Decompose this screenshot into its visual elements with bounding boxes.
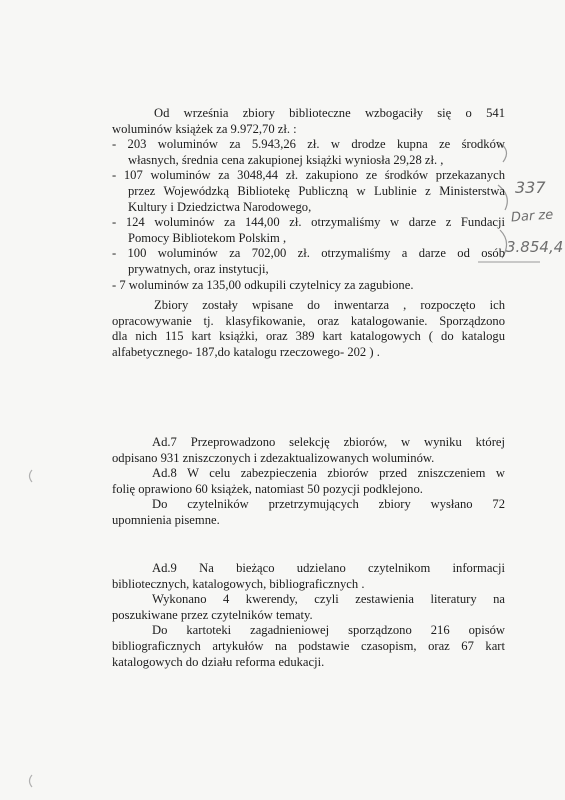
text-line: Ad.9 Na bieżąco udzielano czytelnikom informacji	[152, 561, 505, 575]
text-line: folię oprawiono 60 książek, natomiast 50 pozycji podklejono.	[112, 481, 423, 496]
section-ad7	[112, 435, 505, 466]
text-line: - 203 woluminów za 5.943,26 zł. w drodze kupna ze środków	[112, 137, 505, 152]
text-line: upomnienia pisemne.	[112, 512, 220, 527]
handwritten-number: 337	[515, 178, 546, 197]
section-ad8-body	[112, 466, 505, 528]
text-line: prywatnych, oraz instytucji,	[128, 261, 269, 276]
text-line: Od września zbiory biblioteczne wzbogaciły się o 541	[154, 106, 505, 120]
text-line: - 107 woluminów za 3048,44 zł. zakupiono ze środków przekazanych	[112, 168, 505, 183]
text-line: Ad.8 W celu zabezpieczenia zbiorów przed zniszczeniem w	[152, 466, 505, 480]
text-line: woluminów książek za 9.972,70 zł. :	[112, 121, 297, 136]
text-line: Do czytelników przetrzymujących zbiory wysłano 72	[152, 497, 505, 512]
text-line: dla nich 115 kart książki, oraz 389 kart katalogowych ( do katalogu	[112, 329, 505, 344]
handwritten-number: 3.854,4	[506, 238, 564, 256]
text-line: Ad.7 Przeprowadzono selekcję zbiorów, w wyniku której	[152, 435, 505, 449]
text-line: poszukiwane przez czytelników tematy.	[112, 607, 313, 622]
text-line: własnych, średnia cena zakupionej książki wyniosła 29,28 zł. ,	[128, 152, 444, 167]
text-line: alfabetycznego- 187,do katalogu rzeczowego- 202 ) .	[112, 344, 380, 359]
text-line: Pomocy Bibliotekom Polskim ,	[128, 230, 287, 245]
scan-artifact	[30, 775, 33, 787]
scan-artifact	[30, 470, 33, 482]
text-line: bibliotecznych, katalogowych, bibliograficznych .	[112, 576, 365, 591]
text-line: - 124 woluminów za 144,00 zł. otrzymaliśmy w darze z Fundacji	[112, 215, 505, 230]
cataloguing-paragraph	[112, 298, 505, 360]
text-line: - 7 woluminów za 135,00 odkupili czytelnicy za zagubione.	[112, 277, 414, 292]
text-line: katalogowych do działu reforma edukacji.	[112, 654, 325, 669]
text-line: Wykonano 4 kwerendy, czyli zestawienia literatury na	[152, 592, 505, 607]
handwritten-note: Dar ze	[510, 207, 554, 226]
text-line: Do kartoteki zagadnieniowej sporządzono 216 opisów	[152, 623, 505, 638]
text-line: opracowywanie tj. klasyfikowanie, oraz katalogowanie. Sporządzono	[112, 313, 505, 328]
acquisitions-paragraph	[112, 106, 505, 293]
text-line: odpisano 931 zniszczonych i zdezaktualizowanych woluminów.	[112, 450, 435, 465]
section-ad9	[112, 561, 505, 670]
text-line: przez Wojewódzką Bibliotekę Publiczną w Lublinie z Ministerstwa	[128, 183, 505, 198]
text-line: - 100 woluminów za 702,00 zł. otrzymaliśmy a darze od osób	[112, 246, 505, 261]
text-line: Kultury i Dziedzictwa Narodowego,	[128, 199, 312, 214]
text-line: bibliograficznych artykułów na podstawie czasopism, oraz 67 kart	[112, 638, 505, 653]
text-line: Zbiory zostały wpisane do inwentarza , rozpoczęto ich	[154, 298, 505, 312]
